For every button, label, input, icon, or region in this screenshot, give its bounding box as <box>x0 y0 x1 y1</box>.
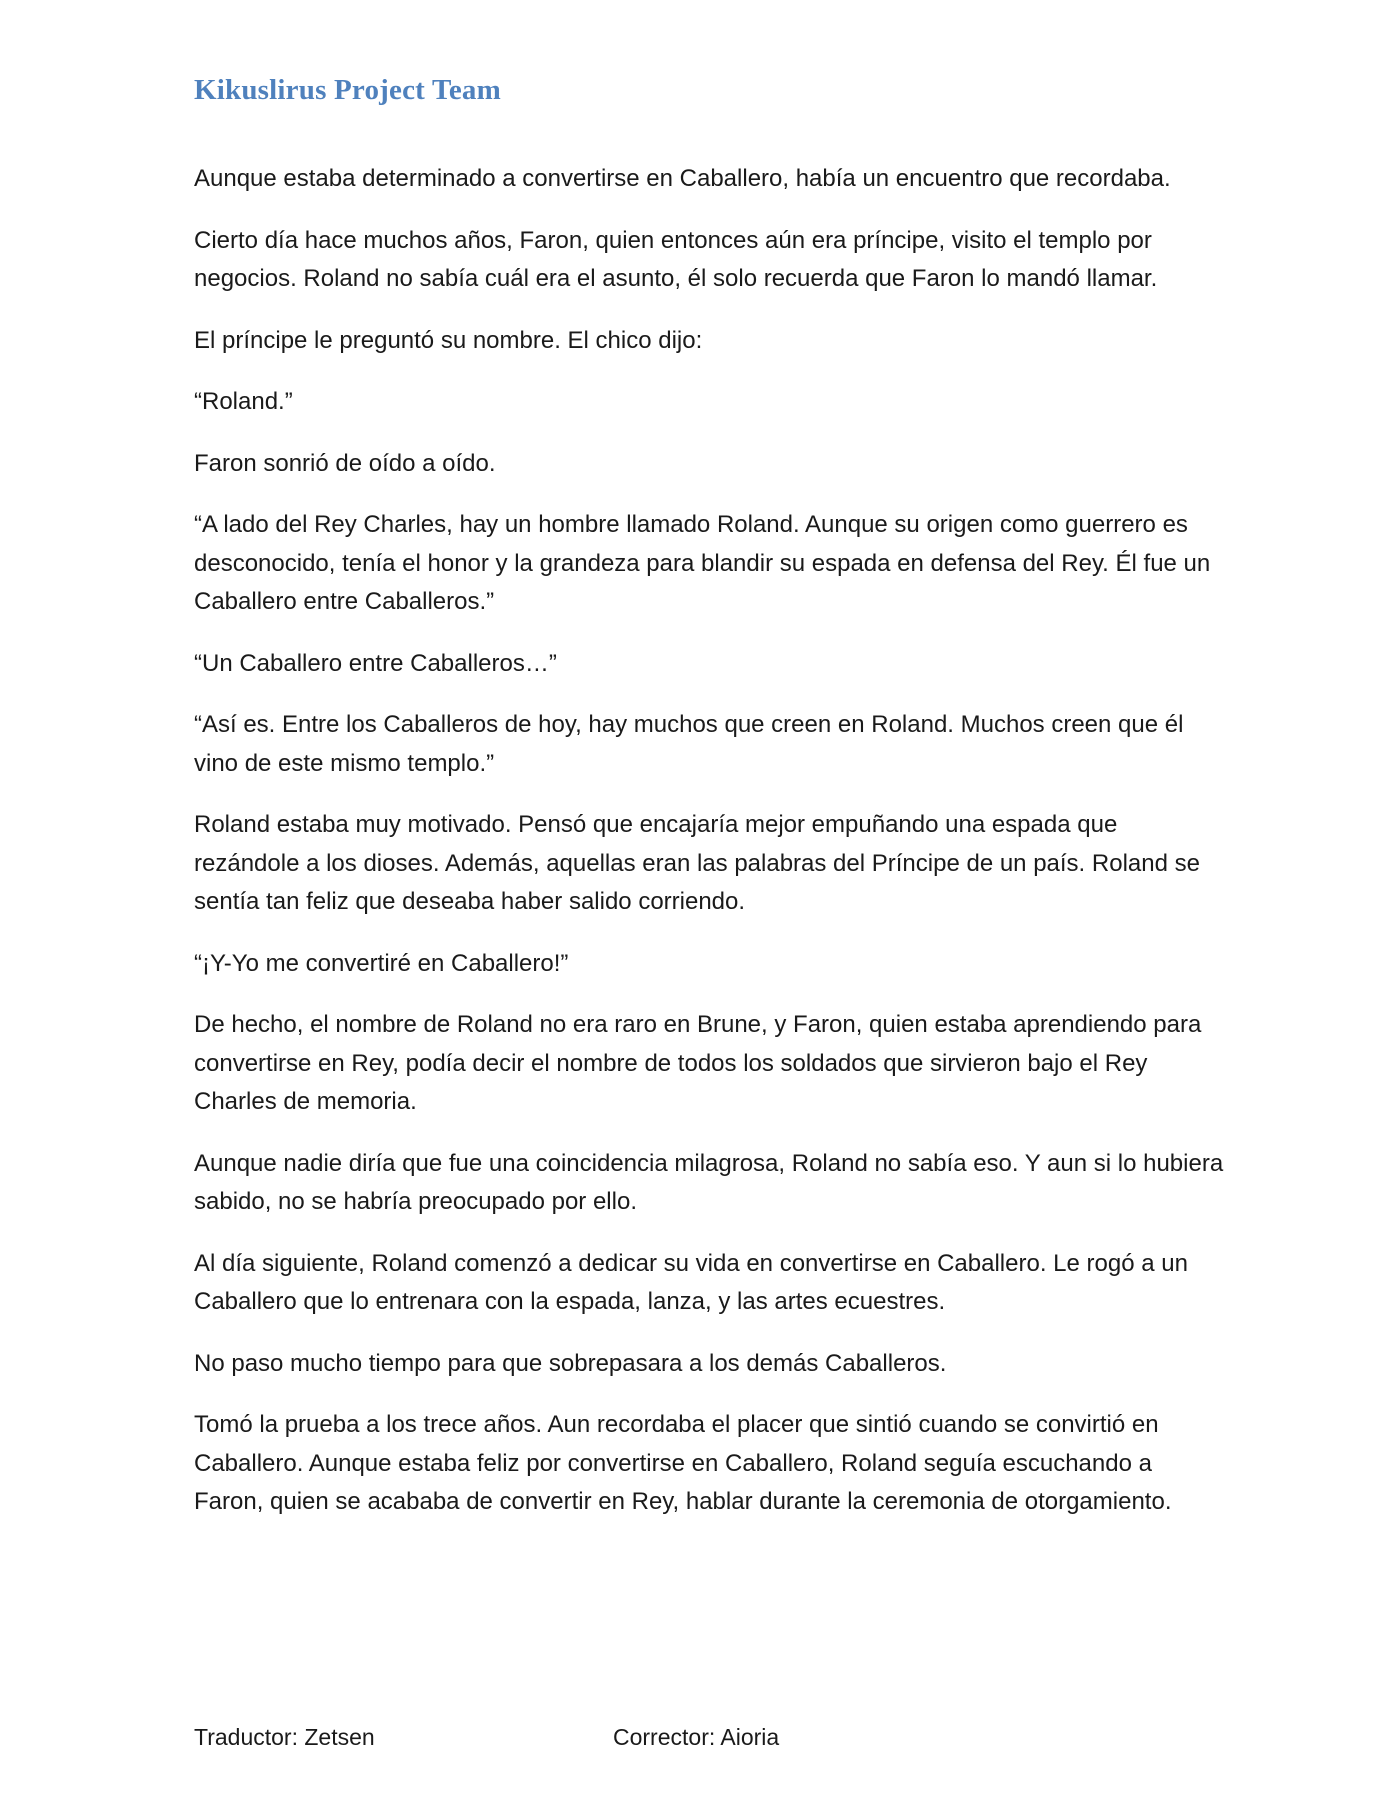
paragraph: Aunque estaba determinado a convertirse en Caballero, había un encuentro que recordaba. <box>194 165 1171 192</box>
paragraph: “Así es. Entre los Caballeros de hoy, hay muchos que creen en Roland. Muchos creen que él vino de este mismo templo.” <box>194 711 1184 777</box>
paragraph: Tomó la prueba a los trece años. Aun recordaba el placer que sintió cuando se convirtió en Caballero. Aunque estaba feliz por convertirse en Caballero, Roland seguía escuchando a Faron, quien se acababa de convertir en Rey, hablar durante la ceremonia de otorgamiento. <box>194 1411 1172 1515</box>
document-body <box>194 160 1224 1545</box>
paragraph: El príncipe le preguntó su nombre. El chico dijo: <box>194 326 703 354</box>
paragraph: Aunque nadie diría que fue una coincidencia milagrosa, Roland no sabía eso. Y aun si lo hubiera sabido, no se habría preocupado por ello. <box>194 1149 1224 1215</box>
paragraph: Faron sonrió de oído a oído. <box>194 449 496 477</box>
page-footer <box>194 1724 1224 1756</box>
paragraph: Roland estaba muy motivado. Pensó que encajaría mejor empuñando una espada que rezándole a los dioses. Además, aquellas eran las palabras del Príncipe de un país. Roland se sentía tan feliz que deseaba haber salido corriendo. <box>194 811 1200 915</box>
paragraph: “¡Y-Yo me convertiré en Caballero!” <box>194 949 569 977</box>
paragraph: “Un Caballero entre Caballeros…” <box>194 649 557 677</box>
page-header-title: Kikuslirus Project Team <box>194 74 501 106</box>
paragraph: No paso mucho tiempo para que sobrepasara a los demás Caballeros. <box>194 1349 947 1377</box>
corrector-credit: Corrector: Aioria <box>613 1724 780 1750</box>
paragraph: Cierto día hace muchos años, Faron, quien entonces aún era príncipe, visito el templo por negocios. Roland no sabía cuál era el asunto, él solo recuerda que Faron lo mandó llamar. <box>194 226 1158 292</box>
paragraph: “A lado del Rey Charles, hay un hombre llamado Roland. Aunque su origen como guerrero es desconocido, tenía el honor y la grandeza para blandir su espada en defensa del Rey. Él fue un Caballero entre Caballeros.” <box>194 511 1211 615</box>
paragraph: De hecho, el nombre de Roland no era raro en Brune, y Faron, quien estaba aprendiendo para convertirse en Rey, podía decir el nombre de todos los soldados que sirvieron bajo el Rey Charles de memoria. <box>194 1011 1202 1115</box>
paragraph: “Roland.” <box>194 388 293 415</box>
translator-credit: Traductor: Zetsen <box>194 1724 375 1750</box>
paragraph: Al día siguiente, Roland comenzó a dedicar su vida en convertirse en Caballero. Le rogó a un Caballero que lo entrenara con la espada, lanza, y las artes ecuestres. <box>194 1249 1188 1315</box>
